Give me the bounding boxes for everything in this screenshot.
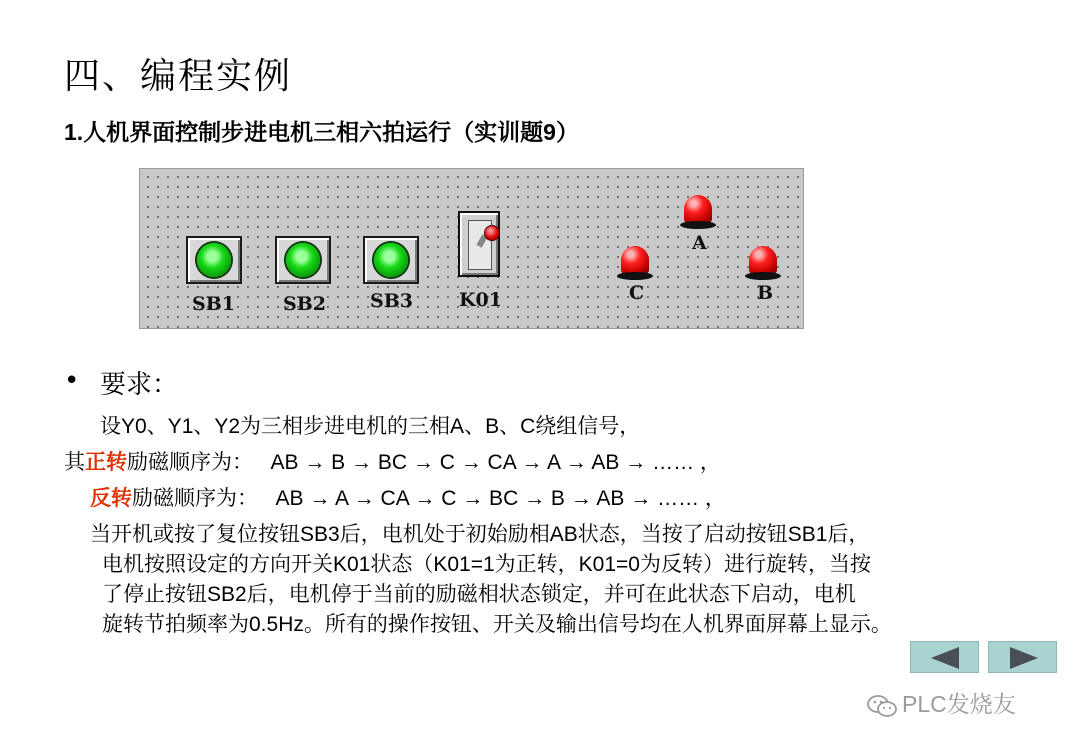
- switch-knob-icon: [484, 225, 500, 241]
- k01-label: K01: [459, 289, 502, 311]
- lamp-c-icon: [617, 246, 653, 284]
- green-lamp-icon: [374, 243, 408, 277]
- requirements-heading: 要求：: [100, 370, 179, 400]
- wechat-icon: [866, 693, 898, 719]
- sb2-button[interactable]: [275, 236, 331, 284]
- watermark: [866, 686, 1016, 719]
- forward-sequence: [64, 446, 721, 476]
- prev-slide-button[interactable]: [910, 641, 979, 673]
- req-para-1: 当开机或按了复位按钮SB3后，电机处于初始励相AB状态，当按了启动按钮SB1后，: [90, 523, 870, 546]
- forward-text: 励磁顺序为： AB → B → BC → C → CA → A → AB → …… ，: [127, 451, 721, 474]
- forward-prefix: 其: [64, 451, 85, 474]
- req-line-1: 设Y0、Y1、Y2为三相步进电机的三相A、B、C绕组信号，: [100, 415, 641, 438]
- watermark-text: PLC发烧友: [902, 691, 1016, 717]
- hmi-panel: [139, 168, 804, 329]
- lamp-c-label: C: [629, 282, 645, 304]
- req-para-2: 电机按照设定的方向开关K01状态（K01=1为正转，K01=0为反转）进行旋转，当按: [102, 553, 871, 576]
- sb3-button[interactable]: [363, 236, 419, 284]
- lamp-a-label: A: [692, 232, 707, 254]
- page-title: 四、编程实例: [64, 56, 293, 97]
- reverse-word: 反转: [90, 487, 132, 510]
- sb3-label: SB3: [370, 290, 414, 312]
- bullet: •: [64, 366, 80, 396]
- k01-toggle-switch[interactable]: [458, 211, 500, 277]
- req-para-3: 了停止按钮SB2后，电机停于当前的励磁相状态锁定，并可在此状态下启动，电机: [102, 583, 856, 606]
- forward-word: 正转: [85, 451, 127, 474]
- green-lamp-icon: [286, 243, 320, 277]
- reverse-sequence: [90, 482, 726, 512]
- lamp-a-icon: [680, 195, 716, 233]
- lamp-b-label: B: [757, 282, 774, 304]
- triangle-left-icon: [911, 642, 980, 674]
- sb2-label: SB2: [283, 293, 327, 315]
- page-subtitle: 1.人机界面控制步进电机三相六拍运行（实训题9）: [64, 119, 579, 145]
- next-slide-button[interactable]: [988, 641, 1057, 673]
- sb1-button[interactable]: [186, 236, 242, 284]
- req-para-4: 旋转节拍频率为0.5Hz。所有的操作按钮、开关及输出信号均在人机界面屏幕上显示。: [102, 613, 892, 636]
- green-lamp-icon: [197, 243, 231, 277]
- lamp-b-icon: [745, 246, 781, 284]
- reverse-text: 励磁顺序为： AB → A → CA → C → BC → B → AB → …… ，: [132, 487, 726, 510]
- sb1-label: SB1: [192, 293, 236, 315]
- triangle-right-icon: [989, 642, 1058, 674]
